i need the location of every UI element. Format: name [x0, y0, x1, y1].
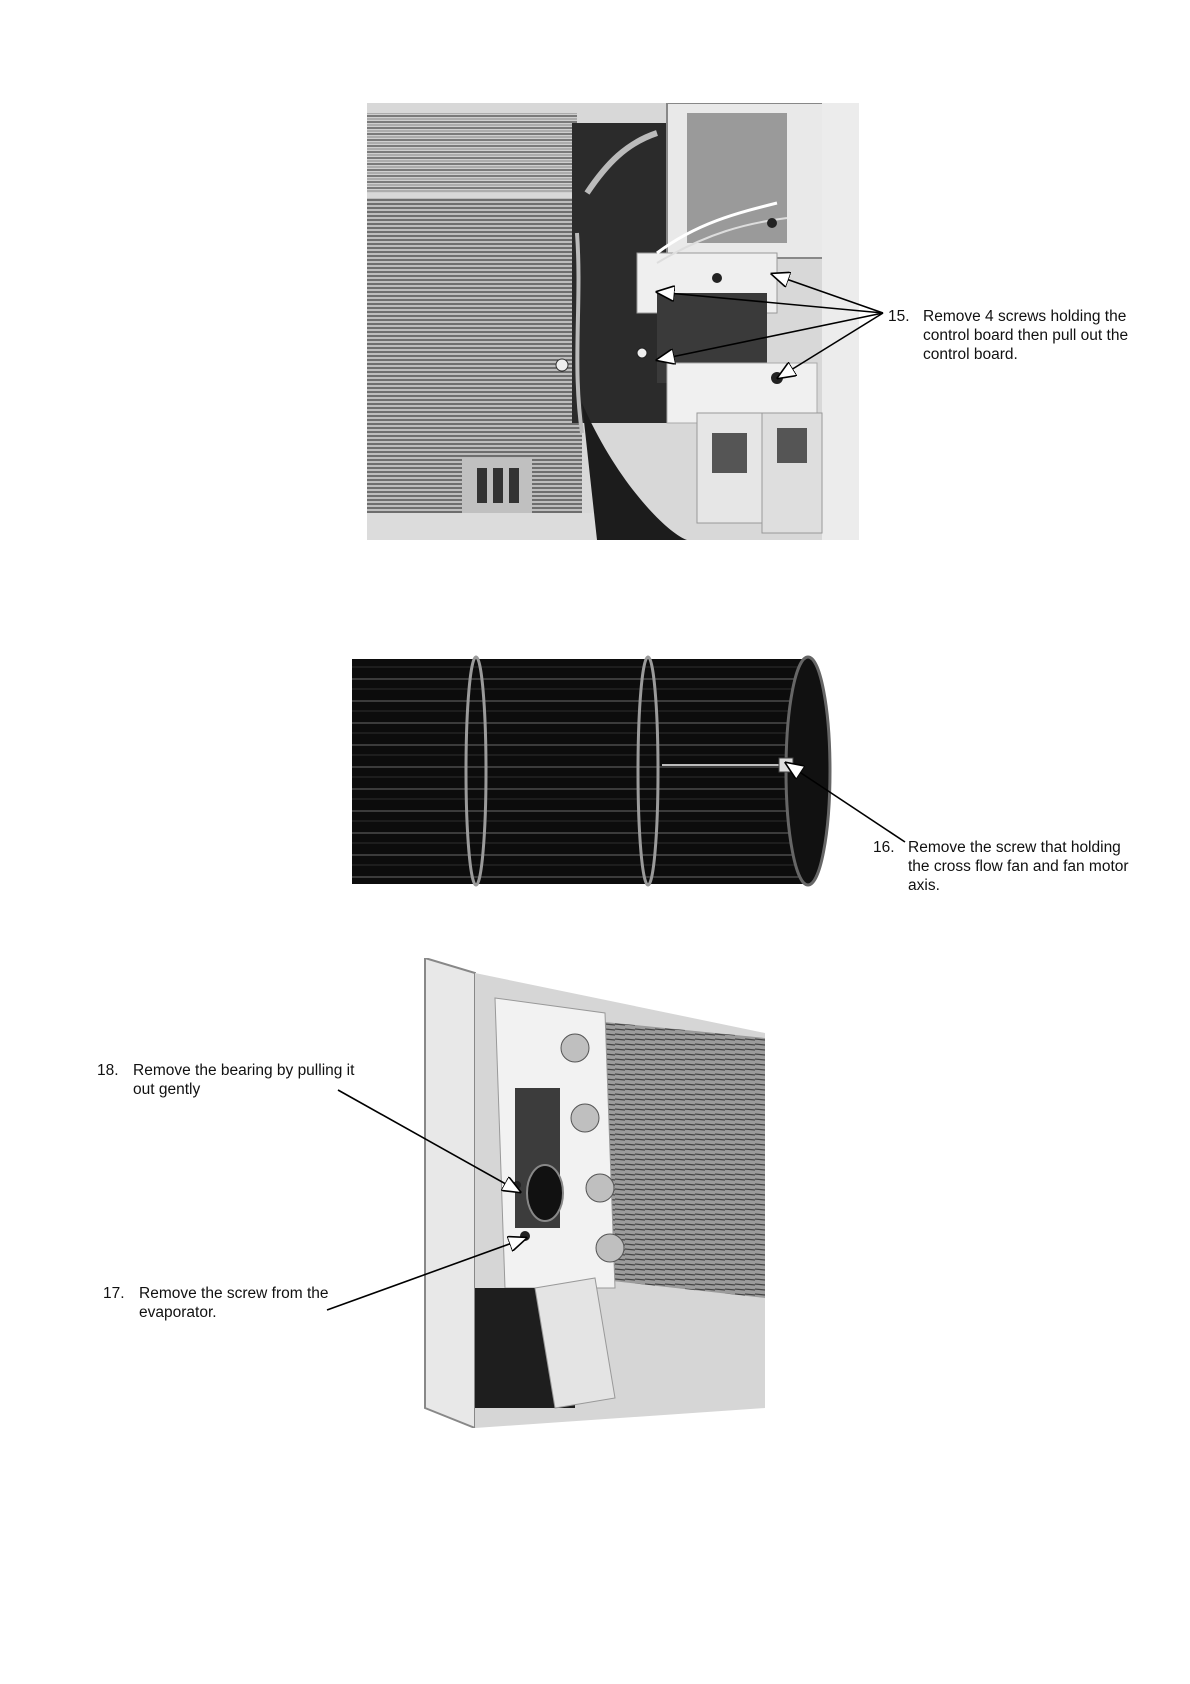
step-15-number: 15. — [888, 308, 910, 325]
arrow-step-18 — [338, 1090, 520, 1192]
step-16 — [873, 838, 1143, 898]
step-17-number: 17. — [103, 1285, 125, 1302]
step-18-number: 18. — [97, 1062, 119, 1079]
step-15-text: Remove 4 screws holding the control board then pull out the control board. — [923, 308, 1129, 363]
arrow-step-15 — [657, 274, 883, 378]
step-18 — [97, 1061, 377, 1101]
step-17 — [103, 1284, 363, 1324]
step-16-text: Remove the screw that holding the cross flow fan and fan motor axis. — [908, 839, 1129, 894]
step-16-number: 16. — [873, 839, 895, 856]
step-17-text: Remove the screw from the evaporator. — [139, 1285, 329, 1321]
arrow-step-16 — [786, 763, 905, 842]
step-18-text: Remove the bearing by pulling it out gently — [133, 1062, 355, 1098]
step-15 — [888, 307, 1138, 367]
